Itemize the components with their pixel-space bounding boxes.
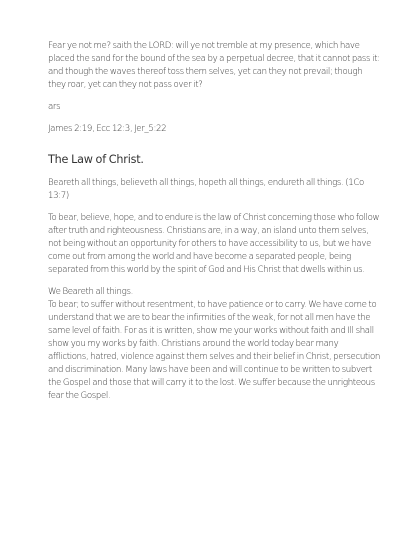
scripture-references: James 2:19, Ecc 12:3, Jer_5:22 (48, 124, 167, 134)
intro-paragraph: Fear ye not me? saith the LORD: will ye not tremble at my presence, which have placed the sand for the bound of the sea by a perpetual decree, that it cannot pass it: and though the waves thereof toss them selves, yet can they not prevail; though they roar, yet can they not pass over it? (48, 41, 380, 90)
document-body (48, 40, 380, 403)
verse-paragraph: Beareth all things, believeth all things, hopeth all things, endureth all things. (1Co 13:7) (48, 178, 364, 201)
body-paragraph-2: To bear; to suffer without resentment, to have patience or to carry. We have come to understand that we are to bear the infirmities of the weak, for not all men have the same level of faith. For as it is written, show me your works without faith and Ill shall show you my works by faith. Christians around the world today bear many afflictions, hatred, violence against them selves and their belief in Christ, persecution and discrimination. Many laws have been and will continue to be written to subvert the Gospel and those that will carry it to the lost. We suffer because the unrighteous fear the Gospel. (48, 300, 380, 401)
section-title: The Law of Christ. (48, 153, 144, 166)
ars-line: ars (48, 102, 61, 112)
subheading: We Beareth all things. (48, 287, 133, 297)
body-paragraph-1: To bear, believe, hope, and to endure is the law of Christ concerning those who follow after truth and righteousness. Christians are, in a way, an island unto them selves, not being without an opportunity for others to have accessibility to us, but we have come out from among the world and have become a separated people, being separated from this world by the spirit of God and His Christ that dwells within us. (48, 213, 380, 275)
